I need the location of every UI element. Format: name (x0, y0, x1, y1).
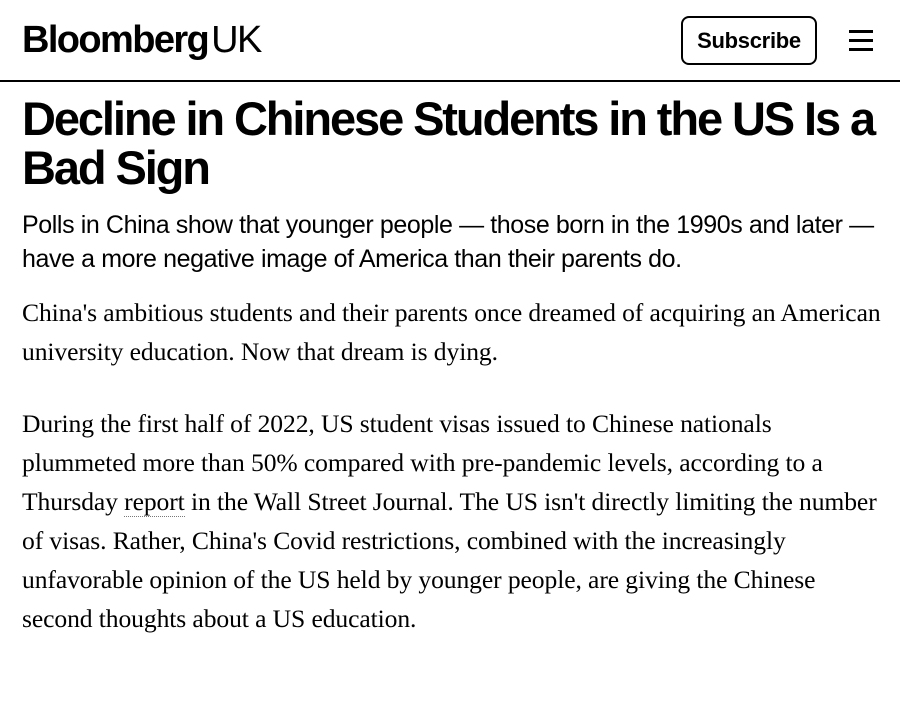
article-dek: Polls in China show that younger people — those born in the 1990s and later — have a more negative image of America than their parents do. (22, 211, 874, 273)
subscribe-button[interactable]: Subscribe (681, 16, 817, 65)
wsj-report-link[interactable]: report (124, 487, 185, 516)
paragraph-2-text-after: in the Wall Street Journal. The US isn't directly limiting the number of visas. Rather, China's Covid restrictions, combined with the increasingly unfavorable opinion of the US held by younger people, are giving the Chinese second thoughts about a US education. (22, 487, 877, 633)
article-headline: Decline in Chinese Students in the US Is a Bad Sign (22, 92, 875, 194)
paragraph-2-text-before: During the first half of 2022, US student visas issued to Chinese nationals plummeted more than 50% compared with pre-pandemic levels, according to a Thursday (22, 409, 823, 516)
bloomberg-uk-logo[interactable] (22, 16, 261, 64)
site-header (0, 0, 900, 82)
logo-brand: Bloomberg (22, 19, 209, 61)
article-paragraph-1: China's ambitious students and their parents once dreamed of acquiring an American university education. Now that dream is dying. (22, 298, 881, 366)
article-paragraph-2 (22, 404, 892, 638)
hamburger-menu-icon[interactable] (849, 30, 873, 52)
logo-region: UK (211, 19, 261, 61)
